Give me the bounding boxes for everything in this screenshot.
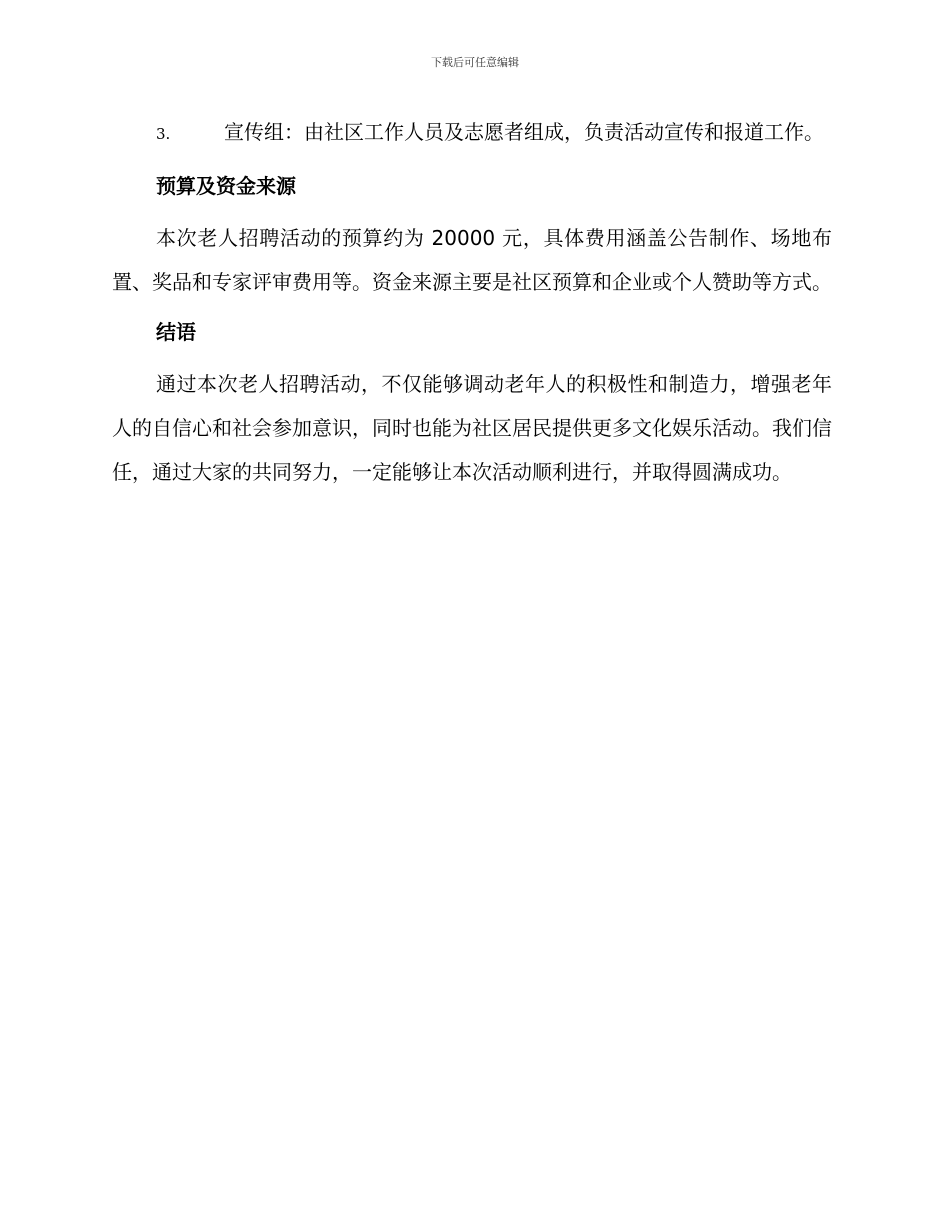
list-item-text: 宣传组：由社区工作人员及志愿者组成，负责活动宣传和报道工作。 xyxy=(224,120,824,144)
page-header-note: 下载后可任意编辑 xyxy=(431,56,519,69)
list-item-number: 3. xyxy=(156,125,171,143)
section-heading-conclusion: 结语 xyxy=(156,320,196,344)
list-item-publicity-group xyxy=(112,110,832,156)
section-heading-budget: 预算及资金来源 xyxy=(156,174,296,198)
document-content xyxy=(112,110,832,494)
paragraph-budget: 本次老人招聘活动的预算约为 20000 元，具体费用涵盖公告制作、场地布置、奖品和专家评审费用等。资金来源主要是社区预算和企业或个人赞助等方式。 xyxy=(112,226,832,294)
paragraph-conclusion: 通过本次老人招聘活动，不仅能够调动老年人的积极性和制造力，增强老年人的自信心和社会参加意识，同时也能为社区居民提供更多文化娱乐活动。我们信任，通过大家的共同努力，一定能够让本次活动顺利进行，并取得圆满成功。 xyxy=(112,372,832,484)
